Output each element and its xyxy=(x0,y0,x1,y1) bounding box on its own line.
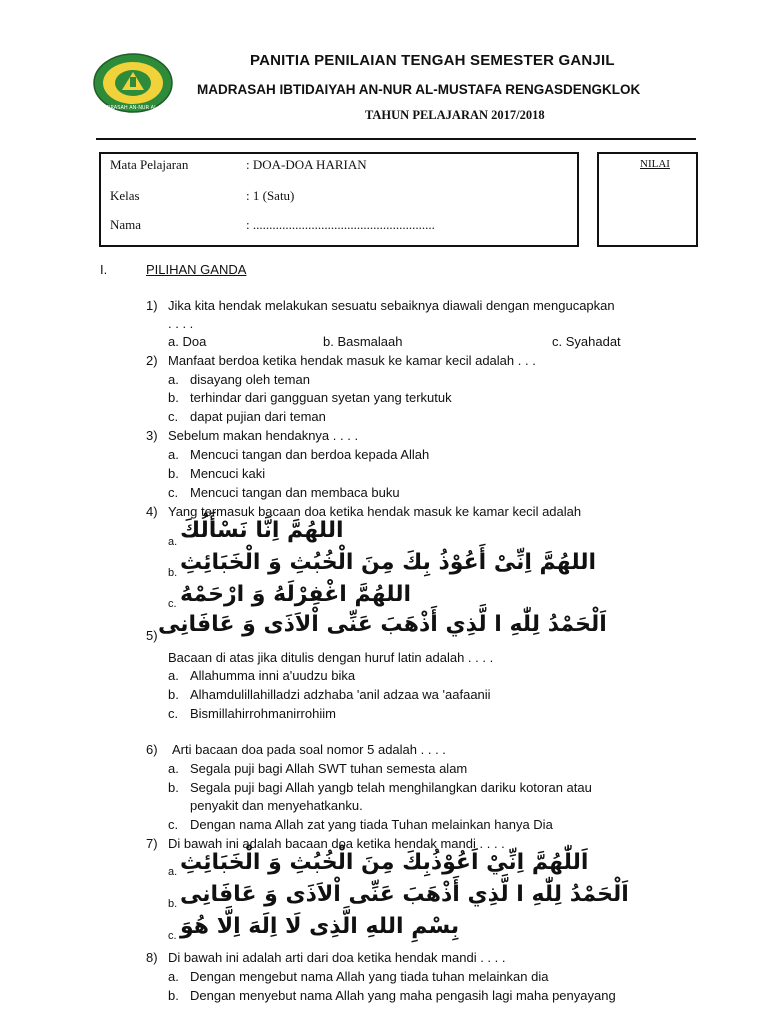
q1-text: Jika kita hendak melakukan sesuatu sebaiknya diawali dengan mengucapkan xyxy=(168,298,615,313)
school-logo xyxy=(84,52,182,114)
q6-letter-a: a. xyxy=(168,761,179,776)
q1-text-cont: . . . . xyxy=(168,316,194,331)
name-label: Nama xyxy=(110,217,142,232)
header-divider xyxy=(96,138,696,140)
q7-option-c[interactable]: بِسْمِ اللهِ الَّذِى لَا اِلَهَ اِلَّا هُوَ xyxy=(180,914,460,939)
svg-text:KPUP MADRASAH AN-NUR AL-MUSTAF: KPUP MADRASAH AN-NUR AL-MUSTAFA xyxy=(84,105,182,111)
q1-option-a[interactable]: a. Doa xyxy=(168,334,207,349)
q6-text: Arti bacaan doa pada soal nomor 5 adalah . . . . xyxy=(172,742,446,757)
class-label: Kelas xyxy=(110,188,140,203)
q6-letter-b: b. xyxy=(168,780,179,795)
q4-letter-b: b. xyxy=(168,567,178,579)
section-title: PILIHAN GANDA xyxy=(146,262,247,277)
q5-text: Bacaan di atas jika ditulis dengan huruf latin adalah . . . . xyxy=(168,650,494,665)
q3-number: 3) xyxy=(146,428,158,443)
q1-number: 1) xyxy=(146,298,158,313)
q8-letter-a: a. xyxy=(168,969,179,984)
q4-option-a[interactable]: اللهُمَّ اِنَّا نَسْأَلُكَ xyxy=(180,518,344,543)
q7-option-a[interactable]: اَللّٰهُمَّ اِنِّيْ اَعُوْذُبِكَ مِنَ الْخُبُثِ وَ الْخَبَائِثِ xyxy=(180,850,589,875)
class-value: : 1 (Satu) xyxy=(246,188,295,203)
q8-number: 8) xyxy=(146,950,158,965)
q4-text: Yang termasuk bacaan doa ketika hendak masuk ke kamar kecil adalah xyxy=(168,504,582,519)
subject-value: : DOA-DOA HARIAN xyxy=(246,157,367,172)
q2-option-b[interactable]: terhindar dari gangguan syetan yang terkutuk xyxy=(190,390,452,405)
q5-letter-b: b. xyxy=(168,687,179,702)
q5-number: 5) xyxy=(146,628,158,643)
q5-letter-a: a. xyxy=(168,668,179,683)
academic-year: TAHUN PELAJARAN 2017/2018 xyxy=(365,108,545,122)
q7-letter-a: a. xyxy=(168,866,178,878)
score-label: NILAI xyxy=(640,158,670,170)
q8-option-a[interactable]: Dengan mengebut nama Allah yang tiada tuhan melainkan dia xyxy=(190,969,549,984)
q2-letter-b: b. xyxy=(168,390,179,405)
q8-text: Di bawah ini adalah arti dari doa ketika hendak mandi . . . . xyxy=(168,950,506,965)
q4-letter-c: c. xyxy=(168,598,177,610)
q3-option-c[interactable]: Mencuci tangan dan membaca buku xyxy=(190,485,400,500)
q4-number: 4) xyxy=(146,504,158,519)
q6-option-a[interactable]: Segala puji bagi Allah SWT tuhan semesta alam xyxy=(190,761,468,776)
q2-option-c[interactable]: dapat pujian dari teman xyxy=(190,409,326,424)
q4-option-c[interactable]: اللهُمَّ اغْفِرْلَهُ وَ ارْحَمْهُ xyxy=(180,582,412,607)
q3-letter-c: c. xyxy=(168,485,179,500)
q7-option-b[interactable]: اَلْحَمْدُ لِلّٰهِ ا لَّذِي أَذْهَبَ عَنِّى اْلاَذَى وَ عَافَانِى xyxy=(180,882,629,907)
q2-text: Manfaat berdoa ketika hendak masuk ke kamar kecil adalah . . . xyxy=(168,353,536,368)
q6-letter-c: c. xyxy=(168,817,179,832)
q3-option-b[interactable]: Mencuci kaki xyxy=(190,466,266,481)
q1-option-b[interactable]: b. Basmalaah xyxy=(323,334,403,349)
q2-letter-a: a. xyxy=(168,372,179,387)
q2-letter-c: c. xyxy=(168,409,179,424)
q6-option-c[interactable]: Dengan nama Allah zat yang tiada Tuhan melainkan hanya Dia xyxy=(190,817,553,832)
section-number: I. xyxy=(100,262,108,277)
q7-letter-c: c. xyxy=(168,930,177,942)
subject-label: Mata Pelajaran xyxy=(110,157,189,172)
q8-option-b[interactable]: Dengan menyebut nama Allah yang maha pengasih lagi maha penyayang xyxy=(190,988,616,1003)
q5-letter-c: c. xyxy=(168,706,179,721)
name-field[interactable]: : ........................................................ xyxy=(246,217,435,232)
page-title: PANITIA PENILAIAN TENGAH SEMESTER GANJIL xyxy=(250,52,615,69)
q2-option-a[interactable]: disayang oleh teman xyxy=(190,372,310,387)
school-name: MADRASAH IBTIDAIYAH AN-NUR AL-MUSTAFA RENGASDENGKLOK xyxy=(197,82,641,97)
q1-option-c[interactable]: c. Syahadat xyxy=(552,334,621,349)
q7-letter-b: b. xyxy=(168,898,178,910)
q4-letter-a: a. xyxy=(168,536,178,548)
q2-number: 2) xyxy=(146,353,158,368)
q3-letter-b: b. xyxy=(168,466,179,481)
q3-option-a[interactable]: Mencuci tangan dan berdoa kepada Allah xyxy=(190,447,430,462)
q4-option-b[interactable]: اللهُمَّ اِنِّىْ أَعُوْذُ بِكَ مِنَ الْخُبُثِ وَ الْخَبَائِثِ xyxy=(180,550,597,575)
q3-letter-a: a. xyxy=(168,447,179,462)
q7-number: 7) xyxy=(146,836,158,851)
q6-option-b[interactable]: Segala puji bagi Allah yangb telah menghilangkan dariku kotoran atau xyxy=(190,780,592,795)
q7-text: Di bawah ini adalah bacaan doa ketika hendak mandi . . . . xyxy=(168,836,505,851)
q3-text: Sebelum makan hendaknya . . . . xyxy=(168,428,359,443)
q5-arabic: اَلْحَمْدُ لِلّٰهِ ا لَّذِي أَذْهَبَ عَنِّى اْلاَذَى وَ عَافَانِى xyxy=(158,612,607,637)
q5-option-b[interactable]: Alhamdulillahilladzi adzhaba 'anil adzaa wa 'aafaanii xyxy=(190,687,491,702)
q6-number: 6) xyxy=(146,742,158,757)
q8-letter-b: b. xyxy=(168,988,179,1003)
q5-option-a[interactable]: Allahumma inni a'uudzu bika xyxy=(190,668,356,683)
q5-option-c[interactable]: Bismillahirrohmanirrohiim xyxy=(190,706,336,721)
q6-option-b-cont: penyakit dan menyehatkanku. xyxy=(190,798,363,813)
